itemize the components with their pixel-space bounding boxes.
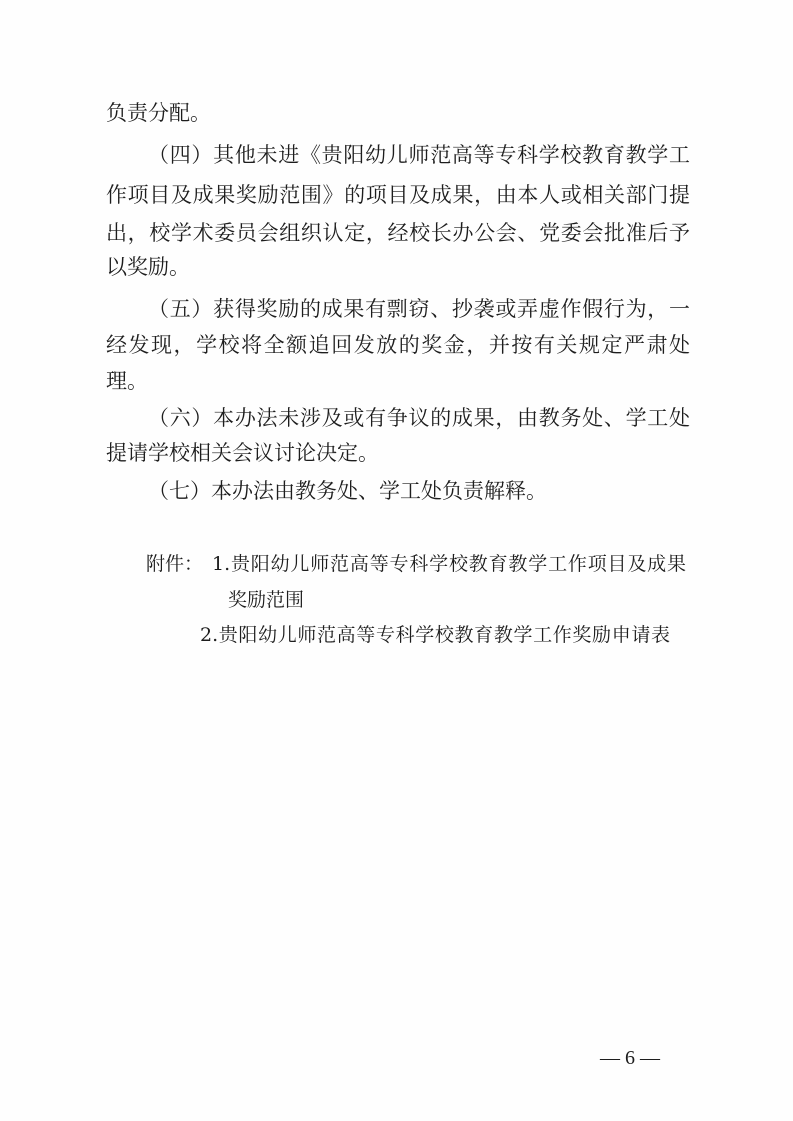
paragraph-line-text: （五）获得奖励的成果有剽窃、抄袭或弄虚作假行为，一 [148, 297, 690, 321]
paragraph-line [106, 438, 379, 468]
paragraph-line [148, 476, 568, 506]
attachment-label [146, 550, 216, 578]
paragraph-line-text: 理。 [106, 369, 148, 393]
attachment-item-text: 2.贵阳幼儿师范高等专科学校教育教学工作奖励申请表 [200, 624, 670, 646]
attachment-item-continued [228, 586, 328, 614]
paragraph-line [106, 218, 690, 248]
attachment-item [212, 550, 686, 578]
page-number-text: — 6 — [600, 1047, 660, 1069]
paragraph-line [106, 330, 690, 360]
attachment-item [200, 621, 670, 649]
attachment-label-text: 附件： [146, 553, 204, 575]
paragraph-line [106, 98, 218, 128]
page-number [590, 1043, 670, 1073]
attachment-item-continued-text: 奖励范围 [228, 589, 305, 611]
paragraph-line [106, 252, 218, 282]
paragraph-line-text: （六）本办法未涉及或有争议的成果，由教务处、学工处 [148, 406, 690, 430]
paragraph-line-text: 负责分配。 [106, 101, 211, 125]
paragraph-line-text: 经发现，学校将全额追回发放的奖金，并按有关规定严肃处 [106, 333, 690, 357]
attachment-item-text: 1.贵阳幼儿师范高等专科学校教育教学工作项目及成果 [212, 553, 686, 575]
paragraph-line [106, 366, 170, 396]
paragraph-line-text: （七）本办法由教务处、学工处负责解释。 [148, 479, 547, 503]
paragraph-line [148, 140, 690, 170]
paragraph-line-text: 作项目及成果奖励范围》的项目及成果，由本人或相关部门提 [106, 183, 690, 207]
paragraph-line-text: （四）其他未进《贵阳幼儿师范高等专科学校教育教学工 [148, 143, 690, 167]
paragraph-line [148, 294, 690, 324]
paragraph-line [106, 180, 690, 210]
paragraph-line-text: 以奖励。 [106, 255, 190, 279]
paragraph-line-text: 提请学校相关会议讨论决定。 [106, 441, 379, 465]
paragraph-line [148, 403, 690, 433]
paragraph-line-text: 出，校学术委员会组织认定，经校长办公会、党委会批准后予 [106, 221, 690, 245]
